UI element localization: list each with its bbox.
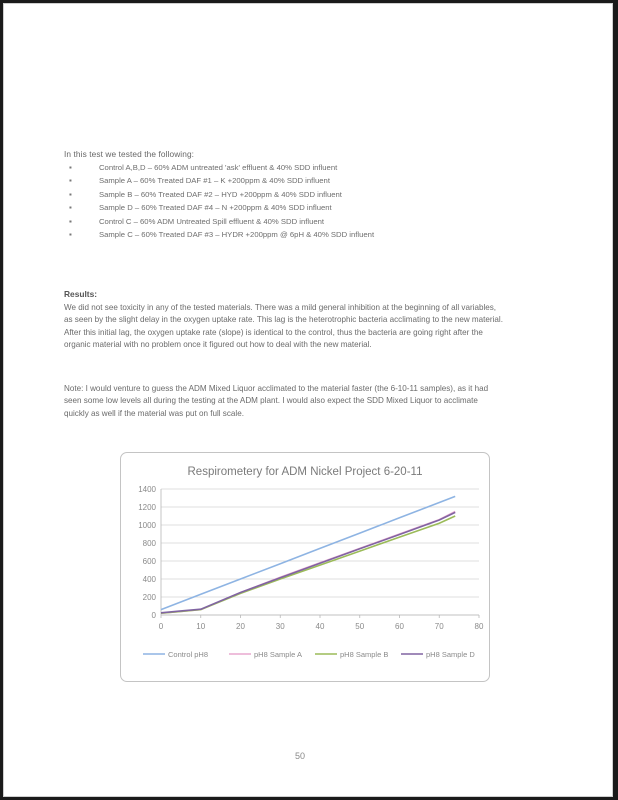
x-tick-label: 20: [236, 622, 245, 631]
legend-label: pH8 Sample D: [426, 650, 475, 659]
respirometry-chart: [121, 453, 489, 681]
list-item: ▪ Sample C – 60% Treated DAF #3 – HYDR +200ppm @ 6pH & 40% SDD influent: [66, 228, 546, 241]
x-tick-label: 60: [395, 622, 404, 631]
x-tick-label: 0: [158, 622, 164, 631]
x-tick-label: 80: [474, 622, 484, 631]
y-tick-label: 200: [142, 593, 156, 602]
x-tick-label: 40: [315, 622, 325, 631]
note-paragraph: Note: I would venture to guess the ADM Mixed Liquor acclimated to the material faster (the 6-10-11 samples), as it had seen some low levels all during the testing at the ADM plant. I would also expect the SDD Mixed Liquor to acclimate quickly as well if the material was put on full scale.: [64, 384, 489, 418]
intro-text: In this test we tested the following:: [64, 149, 195, 159]
y-tick-label: 400: [142, 575, 156, 584]
chart-title: Respirometery for ADM Nickel Project 6-20-11: [187, 466, 423, 478]
y-tick-label: 1000: [138, 521, 156, 530]
x-tick-label: 70: [434, 622, 444, 631]
list-item: ▪ Sample B – 60% Treated DAF #2 – HYD +200ppm & 40% SDD influent: [66, 188, 546, 201]
legend-label: pH8 Sample A: [254, 650, 302, 659]
document-page: [3, 3, 613, 797]
legend-label: pH8 Sample B: [340, 650, 389, 659]
list-item: ▪ Control A,B,D – 60% ADM untreated 'ask' effluent & 40% SDD influent: [66, 161, 546, 174]
y-tick-label: 0: [151, 611, 156, 620]
list-item: ▪ Control C – 60% ADM Untreated Spill effluent & 40% SDD influent: [66, 215, 546, 228]
page-number: 50: [295, 751, 306, 761]
y-tick-label: 600: [142, 557, 156, 566]
list-item: ▪ Sample A – 60% Treated DAF #1 – K +200ppm & 40% SDD influent: [66, 174, 546, 187]
series-line-4: [161, 512, 455, 612]
x-tick-label: 10: [196, 622, 206, 631]
list-item: ▪ Sample D – 60% Treated DAF #4 – N +200ppm & 40% SDD influent: [66, 201, 546, 214]
y-tick-label: 1200: [138, 503, 156, 512]
test-list: [66, 161, 546, 241]
x-tick-label: 30: [275, 622, 285, 631]
y-tick-label: 1400: [138, 485, 156, 494]
legend-label: Control pH8: [168, 650, 209, 659]
series-line-2: [161, 512, 455, 614]
chart-container: [120, 452, 490, 682]
y-tick-label: 800: [142, 539, 156, 548]
x-tick-label: 50: [355, 622, 365, 631]
series-line-1: [161, 496, 455, 609]
results-heading: Results:: [64, 289, 98, 299]
results-paragraph: We did not see toxicity in any of the tested materials. There was a mild general inhibition at the beginning of all variables, as seen by the slight delay in the oxygen uptake rate. This lag is the heterotrophic bacteria acclimating to the new material. After this initial lag, the oxygen uptake rate (slope) is identical to the control, thus the bacteria are going right after the organic material with no problem once it figured out how to deal with the new material.: [64, 303, 503, 349]
